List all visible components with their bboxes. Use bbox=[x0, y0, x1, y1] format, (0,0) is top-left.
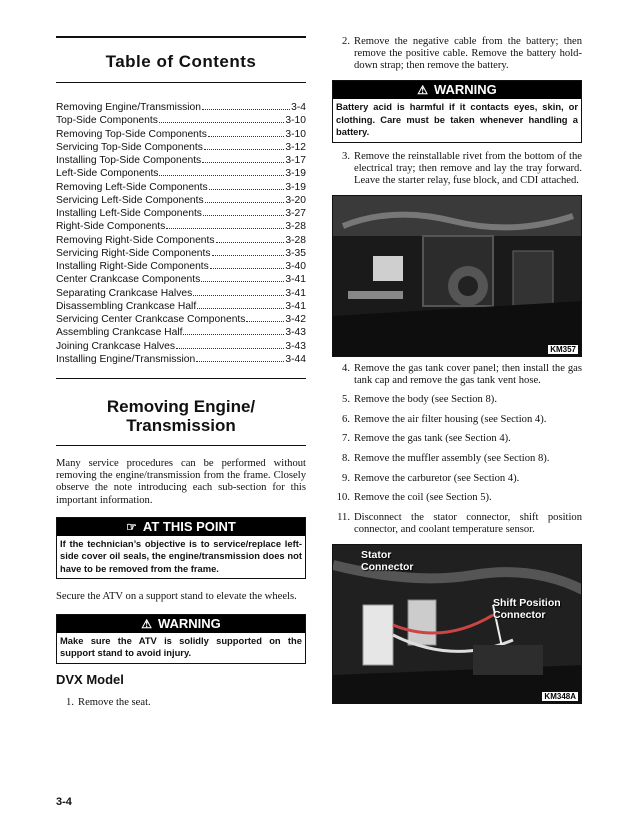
step-item bbox=[332, 492, 582, 504]
toc-leader-dots bbox=[202, 154, 284, 163]
toc-entry-title: Disassembling Crankcase Half bbox=[56, 300, 197, 312]
toc-entry-page: 3-12 bbox=[285, 141, 306, 153]
step-text: Remove the gas tank (see Section 4). bbox=[354, 433, 511, 445]
step-item bbox=[332, 414, 582, 426]
step-3 bbox=[332, 151, 582, 188]
toc-entry[interactable] bbox=[56, 234, 306, 247]
toc-leader-dots bbox=[210, 260, 285, 269]
support-warning-callout bbox=[56, 614, 306, 664]
toc-entry-title: Removing Top-Side Components bbox=[56, 128, 207, 140]
step-item bbox=[332, 433, 582, 445]
step-text: Disconnect the stator connector, shift position connector, and coolant temperature sensor. bbox=[354, 511, 582, 536]
warning-triangle-icon: ⚠ bbox=[417, 83, 428, 97]
toc-entry[interactable] bbox=[56, 220, 306, 233]
toc-title: Table of Contents bbox=[105, 52, 257, 71]
toc-entry-title: Right-Side Components bbox=[56, 221, 166, 233]
toc-entry-page: 3-41 bbox=[285, 274, 306, 286]
step-number: 3. bbox=[342, 150, 350, 162]
battery-warning-text: Battery acid is harmful if it contacts eyes, skin, or clothing. Care must be taken whenever handling a battery. bbox=[336, 101, 578, 137]
toc-leader-dots bbox=[159, 114, 285, 123]
step-number: 9. bbox=[342, 472, 350, 484]
toc-leader-dots bbox=[193, 287, 284, 296]
battery-tray-illustration bbox=[333, 196, 582, 356]
battery-warning-callout bbox=[332, 80, 582, 143]
toc-entry-page: 3-40 bbox=[285, 261, 306, 272]
at-this-point-text: If the technician’s objective is to service/replace left-side cover oil seals, the engine/transmission does not have to be removed from the frame. bbox=[60, 537, 302, 574]
toc-leader-dots bbox=[216, 234, 285, 243]
stator-connector-label bbox=[361, 549, 414, 573]
toc-entry[interactable] bbox=[56, 194, 306, 207]
toc-entry-title: Servicing Top-Side Components bbox=[56, 141, 203, 153]
toc-entry-title: Servicing Right-Side Components bbox=[56, 247, 211, 259]
toc-entry-title: Installing Top-Side Components bbox=[56, 155, 202, 166]
toc-leader-dots bbox=[203, 207, 284, 216]
toc-leader-dots bbox=[202, 101, 290, 110]
toc-leader-dots bbox=[201, 273, 284, 282]
step-text: Remove the seat. bbox=[78, 696, 151, 708]
section-title bbox=[56, 397, 306, 435]
toc-entry-page: 3-42 bbox=[285, 314, 306, 325]
toc-entry-page: 3-10 bbox=[285, 115, 306, 127]
support-warning-text: Make sure the ATV is solidly supported on the support stand to avoid injury. bbox=[60, 634, 302, 659]
page-number: 3-4 bbox=[56, 796, 72, 808]
toc-entry[interactable] bbox=[56, 300, 306, 313]
toc-entry-page: 3-43 bbox=[285, 340, 306, 352]
toc-entry[interactable] bbox=[56, 260, 306, 273]
right-column bbox=[332, 36, 582, 704]
step-text: Remove the reinstallable rivet from the bottom of the electrical tray; then remove and lay the tray forward. Leave the starter relay, fuse block, and CDI attached. bbox=[354, 150, 582, 186]
section-title-line1: Removing Engine/ bbox=[106, 397, 256, 416]
toc-entry-page: 3-44 bbox=[285, 353, 306, 365]
steps-4-11 bbox=[332, 363, 582, 537]
step-number: 1. bbox=[66, 696, 74, 708]
toc-leader-dots bbox=[212, 247, 285, 256]
shift-label-line1: Shift Position bbox=[493, 596, 561, 609]
section-bottom-rule bbox=[56, 445, 306, 446]
shift-position-connector-label bbox=[493, 597, 561, 621]
step-number: 5. bbox=[342, 394, 350, 406]
toc-leader-dots bbox=[246, 313, 284, 322]
toc-entry[interactable] bbox=[56, 167, 306, 180]
step-item bbox=[332, 394, 582, 406]
toc-entry-title: Removing Left-Side Components bbox=[56, 181, 208, 193]
toc-entry[interactable] bbox=[56, 326, 306, 339]
toc-bottom-rule bbox=[56, 82, 306, 83]
step-text: Remove the coil (see Section 5). bbox=[354, 492, 492, 504]
toc-entry-page: 3-41 bbox=[285, 287, 306, 299]
toc-entry-title: Removing Engine/Transmission bbox=[56, 102, 201, 113]
section-top-rule bbox=[56, 378, 306, 379]
toc-entry-title: Servicing Left-Side Components bbox=[56, 194, 204, 206]
toc-leader-dots bbox=[183, 326, 284, 335]
toc-entry[interactable] bbox=[56, 141, 306, 154]
photo-code: KM348A bbox=[544, 691, 576, 701]
step-number: 4. bbox=[342, 362, 350, 374]
toc-entry-page: 3-17 bbox=[285, 155, 306, 166]
secure-paragraph: Secure the ATV on a support stand to elevate the wheels. bbox=[56, 591, 297, 603]
step-text: Remove the negative cable from the battery; then remove the positive cable. Remove the battery hold-down strap; then remove the battery. bbox=[354, 36, 582, 72]
toc-entry[interactable] bbox=[56, 101, 306, 114]
toc-leader-dots bbox=[208, 128, 284, 137]
support-warning-banner bbox=[57, 615, 305, 633]
toc-entry-title: Left-Side Components bbox=[56, 168, 159, 180]
toc-entry[interactable] bbox=[56, 128, 306, 141]
step-text: Remove the body (see Section 8). bbox=[354, 394, 497, 406]
step-number: 7. bbox=[342, 433, 350, 445]
toc-entry-title: Top-Side Components bbox=[56, 115, 158, 127]
pointing-hand-icon: ☞ bbox=[126, 519, 137, 534]
at-this-point-banner bbox=[57, 518, 305, 536]
toc-entry-page: 3-35 bbox=[285, 247, 306, 259]
toc-entry[interactable] bbox=[56, 273, 306, 286]
step-number: 8. bbox=[342, 453, 350, 465]
toc-entry[interactable] bbox=[56, 154, 306, 167]
step-number: 11. bbox=[337, 511, 350, 523]
toc-entry-page: 3-41 bbox=[285, 300, 306, 312]
toc-entry[interactable] bbox=[56, 313, 306, 326]
toc-leader-dots bbox=[176, 340, 284, 349]
step-item bbox=[332, 473, 582, 485]
at-this-point-callout bbox=[56, 517, 306, 580]
toc-entry-page: 3-20 bbox=[285, 194, 306, 206]
battery-tray-photo bbox=[332, 195, 582, 357]
battery-warning-heading: WARNING bbox=[433, 82, 497, 97]
table-of-contents bbox=[56, 101, 306, 366]
photo-code: KM357 bbox=[550, 344, 576, 354]
toc-leader-dots bbox=[204, 141, 284, 150]
step-text: Remove the gas tank cover panel; then install the gas tank cap and remove the gas tank vent hose. bbox=[354, 362, 582, 386]
toc-entry[interactable] bbox=[56, 340, 306, 353]
intro-paragraph: Many service procedures can be performed without removing the engine/transmission from the frame. Closely observe the note introducing each sub-section for this important information. bbox=[56, 458, 306, 506]
toc-entry-title: Removing Right-Side Components bbox=[56, 234, 215, 246]
step-text: Remove the carburetor (see Section 4). bbox=[354, 472, 520, 484]
toc-entry-title: Joining Crankcase Halves bbox=[56, 340, 176, 352]
support-warning-heading: WARNING bbox=[157, 615, 221, 631]
step-item bbox=[332, 512, 582, 536]
shift-label-line2: Connector bbox=[493, 608, 546, 621]
toc-entry[interactable] bbox=[56, 114, 306, 127]
stator-connector-photo bbox=[332, 544, 582, 704]
toc-entry-page: 3-28 bbox=[285, 234, 306, 246]
toc-leader-dots bbox=[159, 167, 284, 176]
toc-entry-title: Center Crankcase Components bbox=[56, 274, 201, 286]
warning-triangle-icon: ⚠ bbox=[141, 616, 152, 631]
toc-entry-page: 3-43 bbox=[285, 327, 306, 339]
toc-entry-page: 3-4 bbox=[291, 102, 306, 113]
toc-top-rule bbox=[56, 36, 306, 38]
step-2 bbox=[332, 36, 582, 73]
toc-leader-dots bbox=[209, 181, 285, 190]
left-column bbox=[56, 36, 306, 709]
toc-leader-dots bbox=[205, 194, 285, 203]
step-text: Remove the muffler assembly (see Section 8). bbox=[354, 453, 550, 465]
toc-entry-title: Installing Left-Side Components bbox=[56, 208, 202, 219]
toc-leader-dots bbox=[196, 353, 284, 362]
toc-entry[interactable] bbox=[56, 181, 306, 194]
toc-entry[interactable] bbox=[56, 353, 306, 366]
step-1 bbox=[56, 697, 306, 709]
toc-entry-page: 3-27 bbox=[285, 208, 306, 219]
step-number: 10. bbox=[336, 492, 350, 504]
section-title-line2: Transmission bbox=[126, 416, 236, 435]
toc-leader-dots bbox=[166, 220, 284, 229]
step-item bbox=[332, 453, 582, 465]
stator-label-line1: Stator bbox=[361, 548, 392, 561]
model-heading: DVX Model bbox=[56, 671, 124, 687]
toc-entry-page: 3-19 bbox=[285, 168, 306, 180]
at-this-point-heading: AT THIS POINT bbox=[142, 518, 236, 534]
battery-warning-banner bbox=[333, 81, 581, 99]
toc-entry-title: Separating Crankcase Halves bbox=[56, 287, 193, 299]
toc-leader-dots bbox=[197, 300, 284, 309]
step-text: Remove the air filter housing (see Section 4). bbox=[354, 413, 547, 425]
toc-entry-page: 3-10 bbox=[285, 128, 306, 140]
toc-entry[interactable] bbox=[56, 207, 306, 220]
step-number: 6. bbox=[342, 413, 350, 425]
toc-entry-title: Assembling Crankcase Half bbox=[56, 327, 183, 339]
step-number: 2. bbox=[342, 36, 350, 47]
toc-entry-title: Servicing Center Crankcase Components bbox=[56, 314, 246, 325]
step-item bbox=[332, 363, 582, 387]
toc-entry[interactable] bbox=[56, 247, 306, 260]
stator-label-line2: Connector bbox=[361, 560, 414, 573]
toc-entry-page: 3-28 bbox=[285, 221, 306, 233]
toc-entry-page: 3-19 bbox=[285, 181, 306, 193]
toc-entry-title: Installing Right-Side Components bbox=[56, 261, 209, 272]
toc-entry-title: Installing Engine/Transmission bbox=[56, 353, 196, 365]
toc-entry[interactable] bbox=[56, 287, 306, 300]
